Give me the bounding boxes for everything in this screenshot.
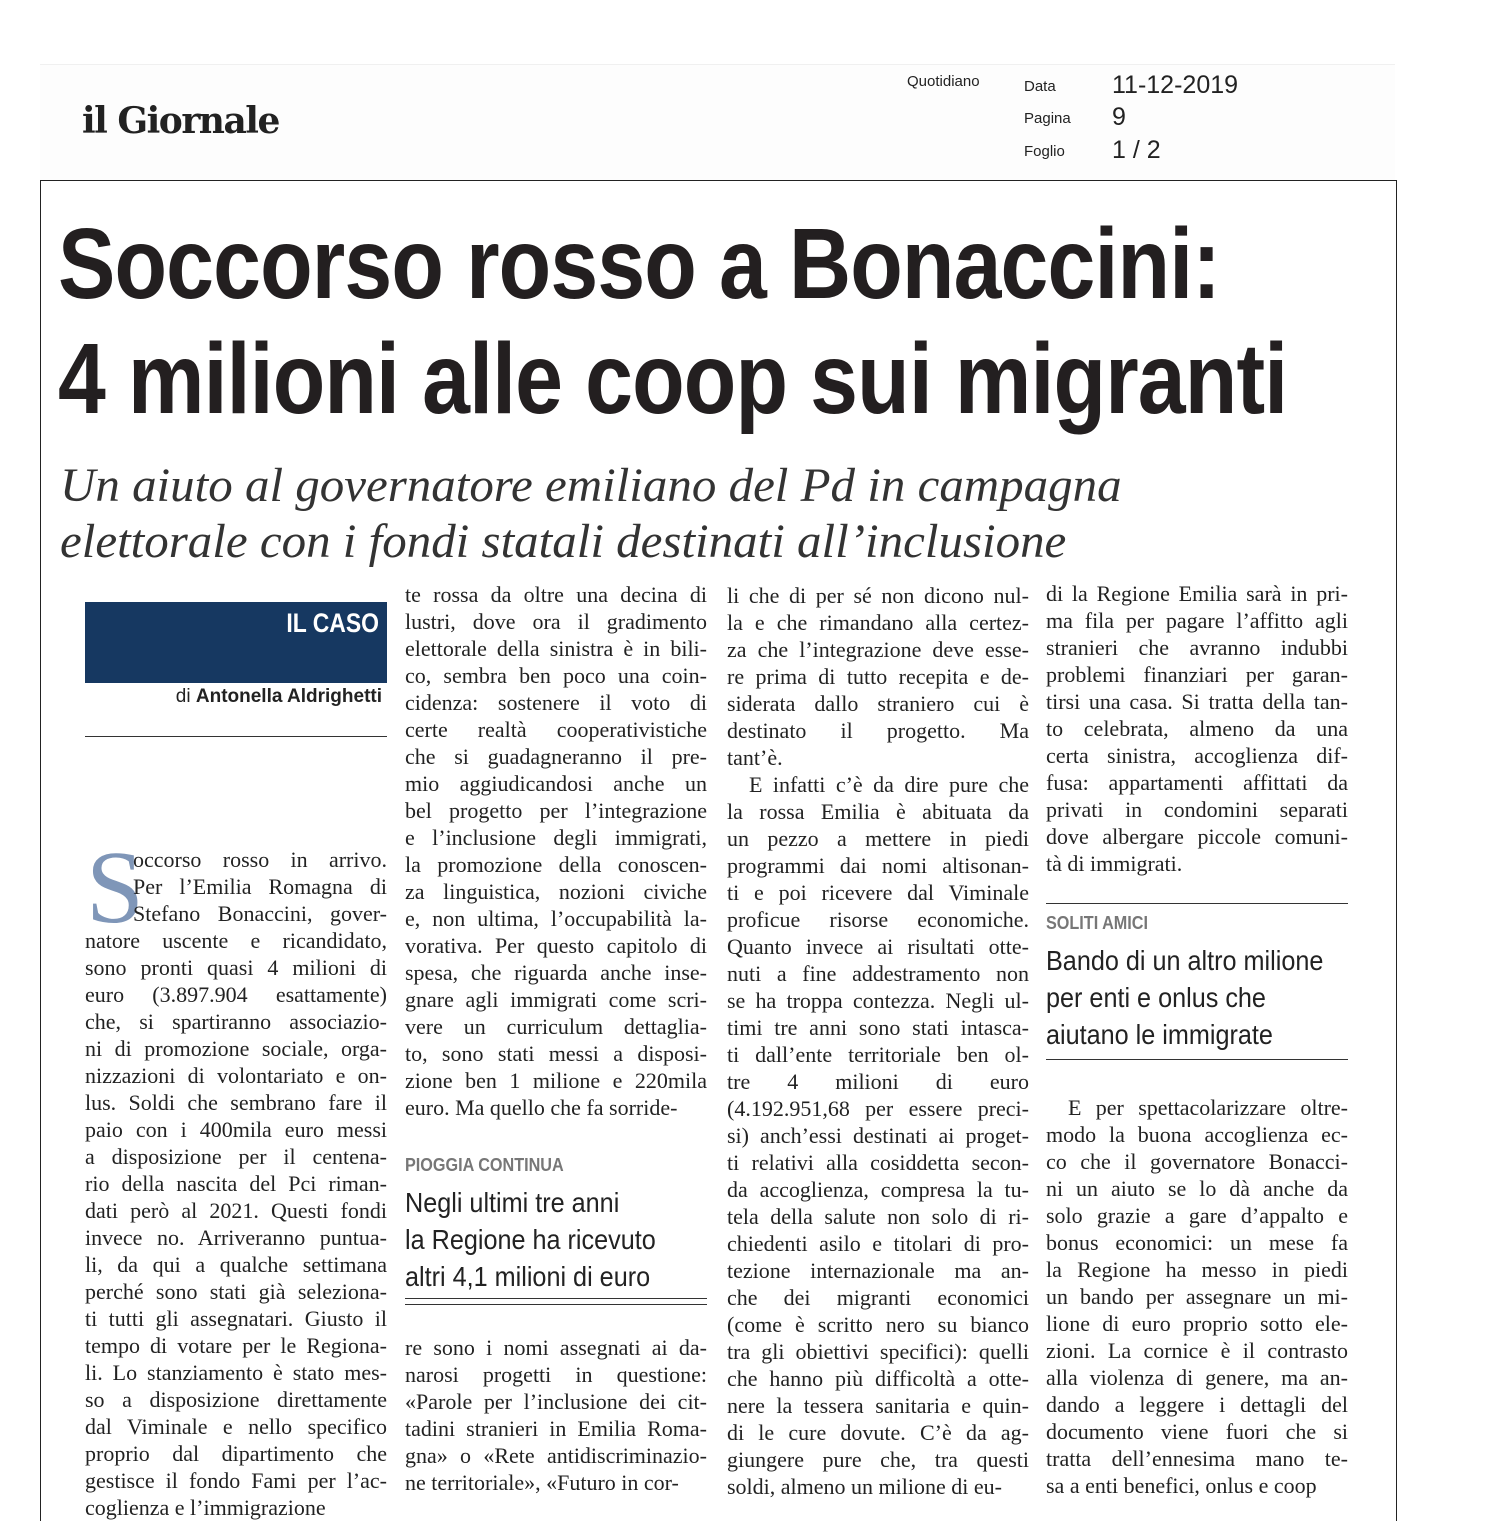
text-line: tre 4 milioni di euro (727, 1069, 1029, 1094)
text-line: re sono i nomi assegnati ai da- (405, 1335, 707, 1360)
text-line: occorso rosso in arrivo. (133, 847, 387, 872)
text-line: da accoglienza, compresa la tu- (727, 1177, 1029, 1202)
column-1-text (85, 846, 387, 1521)
text-line: zione ben 1 milione e 220mila (405, 1068, 707, 1093)
text-line: a disposizione per il centena- (85, 1144, 387, 1169)
subheadline-line-1: Un aiuto al governatore emiliano del Pd in campagna (60, 459, 1122, 512)
text-line: siderata dallo straniero cui è (727, 691, 1029, 716)
text-line: ti tutti gli assegnatari. Giusto il (85, 1306, 387, 1331)
newspaper-logo: il Giornale (82, 100, 279, 142)
text-line: tezione internazionale ma an- (727, 1258, 1029, 1283)
text-line: timi tre anni sono stati intasca- (727, 1015, 1029, 1040)
text-line: ni un aiuto se lo dà anche da (1046, 1176, 1348, 1201)
text-line: paio con i 400mila euro messi (85, 1117, 387, 1142)
text-line: alla violenza di genere, ma an- (1046, 1365, 1348, 1390)
text-line: di le cure dovute. C’è da ag- (727, 1420, 1029, 1445)
text-line: narosi progetti in questione: (405, 1362, 707, 1387)
text-line: sa a enti benefici, onlus e coop (1046, 1473, 1317, 1498)
text-line: te rossa da oltre una decina di (405, 582, 707, 607)
text-line: lione di euro proprio sotto ele- (1046, 1311, 1348, 1336)
sidebar-2-rule-bottom (1046, 1059, 1348, 1060)
text-line: invece no. Arriveranno puntua- (85, 1225, 387, 1250)
text-line: (come è scritto nero su bianco (727, 1312, 1029, 1337)
text-line: za linguistica, nozioni civiche (405, 879, 707, 904)
text-line: «Parole per l’inclusione dei cit- (405, 1389, 707, 1414)
text-line: vorativa. Per questo capitolo di (405, 933, 707, 958)
text-line: ti relativi alla cosiddetta secon- (727, 1150, 1029, 1175)
sidebar-2-line: Bando di un altro milione (1046, 945, 1324, 976)
text-line: tirsi una casa. Si tratta della tan- (1046, 689, 1348, 714)
text-line: li. Lo stanziamento è stato mes- (85, 1360, 387, 1385)
text-line: dati però al 2021. Questi fondi (85, 1198, 387, 1223)
text-line: giungere pure che, tra questi (727, 1447, 1029, 1472)
section-box (85, 602, 387, 683)
text-line: elettorale della sinistra è in bili- (405, 636, 707, 661)
text-line: nuti a fine addestramento non (727, 961, 1029, 986)
text-line: destinato il progetto. Ma (727, 718, 1029, 743)
text-line: mio aggiudicandosi anche un (405, 771, 707, 796)
text-line: soldi, almeno un milione di eu- (727, 1474, 1002, 1499)
text-line: e l’inclusione degli immigrati, (405, 825, 707, 850)
text-line: to, sono stati messi a disposi- (405, 1041, 707, 1066)
publication-type: Quotidiano (907, 73, 980, 90)
text-line: certa sinistra, accoglienza dif- (1046, 743, 1348, 768)
byline-prefix: di (175, 686, 191, 707)
column-2-text (405, 581, 707, 1121)
text-line: li che di per sé non dicono nul- (727, 583, 1029, 608)
text-line: coglienza e l’immigrazione (85, 1495, 326, 1520)
text-line: la promozione della conoscen- (405, 852, 707, 877)
text-line: gna» o «Rete antidiscriminazio- (405, 1443, 707, 1468)
text-line: lus. Soldi che sembrano fare il (85, 1090, 387, 1115)
text-line: tempo di votare per le Regiona- (85, 1333, 387, 1358)
text-line: ma fila per pagare l’affitto agli (1046, 608, 1348, 633)
text-line: tà di immigrati. (1046, 851, 1183, 876)
text-line: spesa, che riguarda anche inse- (405, 960, 707, 985)
author-name: Antonella Aldrighetti (195, 686, 382, 707)
page-value: 9 (1112, 103, 1126, 131)
text-line: natore uscente e ricandidato, (85, 928, 387, 953)
text-line: si) anch’essi destinati ai proget- (727, 1123, 1029, 1148)
text-line: la e che rimandano alla certez- (727, 610, 1029, 635)
byline-rule (85, 736, 387, 737)
text-line: la Regione ha messo in piedi (1046, 1257, 1348, 1282)
date-label: Data (1024, 78, 1056, 95)
text-line: tra gli obiettivi specifici): quelli (727, 1339, 1029, 1364)
byline (85, 686, 382, 708)
sidebar-1-rule-top (405, 1298, 707, 1299)
headline-line-1: Soccorso rosso a Bonaccini: (58, 208, 1221, 320)
text-line: Stefano Bonaccini, gover- (133, 901, 387, 926)
text-line: programmi dai nomi altisonan- (727, 853, 1029, 878)
subheadline-line-2: elettorale con i fondi statali destinati all’inclusione (60, 515, 1067, 568)
text-line: co, sembra ben poco una coin- (405, 663, 707, 688)
text-line: che si guadagneranno il pre- (405, 744, 707, 769)
text-line: so a disposizione direttamente (85, 1387, 387, 1412)
text-line: bonus economici: un mese fa (1046, 1230, 1348, 1255)
sidebar-2-line: aiutano le immigrate (1046, 1019, 1273, 1050)
sidebar-1-line: Negli ultimi tre anni (405, 1187, 620, 1218)
text-line: E per spettacolarizzare oltre- (1068, 1095, 1348, 1120)
text-line: dando a leggere i dettagli del (1046, 1392, 1348, 1417)
text-line: rio della nascita del Pci riman- (85, 1171, 387, 1196)
text-line: chiedenti asilo e titolari di pro- (727, 1231, 1029, 1256)
text-line: ti dall’ente territoriale ben ol- (727, 1042, 1029, 1067)
column-4-text-continued (1046, 1094, 1348, 1499)
text-line: co che il governatore Bonacci- (1046, 1149, 1348, 1174)
text-line: ne territoriale», «Futuro in cor- (405, 1470, 679, 1495)
text-line: to celebrata, almeno da una (1046, 716, 1348, 741)
text-line: modo la buona accoglienza ec- (1046, 1122, 1348, 1147)
text-line: li, da qui a qualche settimana (85, 1252, 387, 1277)
text-line: ti e poi ricevere dal Viminale (727, 880, 1029, 905)
text-line: che, si spartiranno associazio- (85, 1009, 387, 1034)
drop-cap: S (86, 830, 144, 945)
sidebar-1-headline (405, 1184, 656, 1295)
text-line: sono pronti quasi 4 milioni di (85, 955, 387, 980)
text-line: dove albergare piccole comuni- (1046, 824, 1348, 849)
text-line: gnare agli immigrati come scri- (405, 987, 707, 1012)
text-line: documento viene fuori che si (1046, 1419, 1348, 1444)
text-line: dal Viminale e nello specifico (85, 1414, 387, 1439)
text-line: un pezzo a mettere in piedi (727, 826, 1029, 851)
headline-line-2: 4 milioni alle coop sui migranti (58, 323, 1288, 435)
text-line: e, non ultima, l’occupabilità la- (405, 906, 707, 931)
text-line: la rossa Emilia è abituata da (727, 799, 1029, 824)
text-line: privati in condomini separati (1046, 797, 1348, 822)
text-line: problemi finanziari per garan- (1046, 662, 1348, 687)
sidebar-1-line: altri 4,1 milioni di euro (405, 1261, 651, 1292)
text-line: tela della salute non solo di ri- (727, 1204, 1029, 1229)
text-line: certe realtà cooperativistiche (405, 717, 707, 742)
sidebar-2-line: per enti e onlus che (1046, 982, 1266, 1013)
text-line: re prima di tutto recepita e de- (727, 664, 1029, 689)
text-line: euro (3.897.904 esattamente) (85, 982, 387, 1007)
text-line: euro. Ma quello che fa sorride- (405, 1095, 678, 1120)
text-line: se ha troppa contezza. Negli ul- (727, 988, 1029, 1013)
text-line: tadini stranieri in Emilia Roma- (405, 1416, 707, 1441)
text-line: solo grazie a gare d’appalto e (1046, 1203, 1348, 1228)
sidebar-1-line: la Regione ha ricevuto (405, 1224, 656, 1255)
text-line: ni di promozione sociale, orga- (85, 1036, 387, 1061)
text-line: perché sono stati già seleziona- (85, 1279, 387, 1304)
section-label: IL CASO (286, 608, 379, 638)
text-line: proficue risorse economiche. (727, 907, 1029, 932)
text-line: nizzazioni di volontariato e on- (85, 1063, 387, 1088)
text-line: tratta dell’ennesima mano te- (1046, 1446, 1348, 1471)
text-line: Per l’Emilia Romagna di (133, 874, 387, 899)
text-line: bel progetto per l’integrazione (405, 798, 707, 823)
text-line: za che l’integrazione deve esse- (727, 637, 1029, 662)
text-line: (4.192.951,68 per essere preci- (727, 1096, 1029, 1121)
text-line: fusa: appartamenti affittati da (1046, 770, 1348, 795)
text-line: che dei migranti economici (727, 1285, 1029, 1310)
text-line: un bando per assegnare un mi- (1046, 1284, 1348, 1309)
column-4-text (1046, 580, 1348, 877)
text-line: gestisce il fondo Fami per l’ac- (85, 1468, 387, 1493)
sidebar-2-rule-top (1046, 903, 1348, 904)
page-label: Pagina (1024, 110, 1071, 127)
text-line: che hanno più difficoltà a otte- (727, 1366, 1029, 1391)
text-line: zioni. La cornice è il contrasto (1046, 1338, 1348, 1363)
text-line: stranieri che avranno indubbi (1046, 635, 1348, 660)
sidebar-2-kicker: SOLITI AMICI (1046, 913, 1148, 933)
sidebar-2-headline (1046, 942, 1323, 1053)
text-line: E infatti c’è da dire pure che (749, 772, 1029, 797)
sheet-label: Foglio (1024, 143, 1065, 160)
column-2-text-continued (405, 1334, 707, 1496)
text-line: tant’è. (727, 745, 783, 770)
sheet-value: 1 / 2 (1112, 136, 1161, 164)
sidebar-1-rule-bottom (405, 1304, 707, 1305)
text-line: Quanto invece ai risultati otte- (727, 934, 1029, 959)
text-line: di la Regione Emilia sarà in pri- (1046, 581, 1348, 606)
date-value: 11-12-2019 (1112, 71, 1239, 99)
column-3-text (727, 582, 1029, 1500)
text-line: vere un curriculum dettaglia- (405, 1014, 707, 1039)
text-line: nere la tessera sanitaria e quin- (727, 1393, 1029, 1418)
text-line: lustri, dove ora il gradimento (405, 609, 707, 634)
text-line: proprio dal dipartimento che (85, 1441, 387, 1466)
text-line: cidenza: sostenere il voto di (405, 690, 707, 715)
sidebar-1-kicker: PIOGGIA CONTINUA (405, 1155, 564, 1175)
